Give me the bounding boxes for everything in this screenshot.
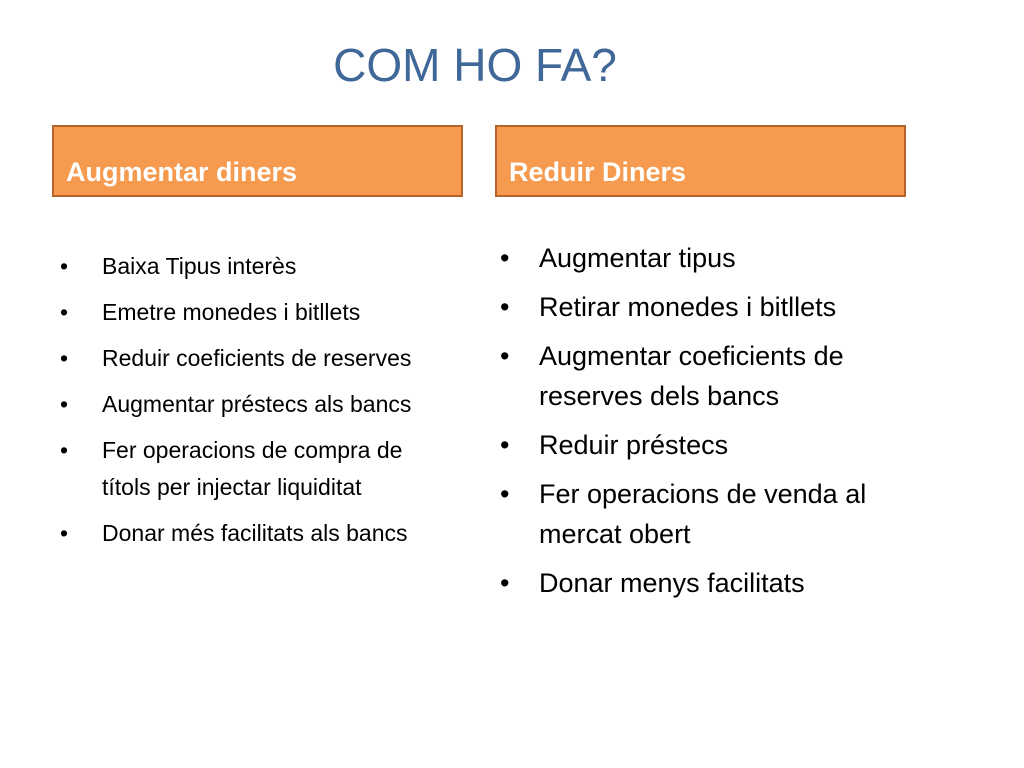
list-item [500, 474, 900, 554]
bullet-list-reduir [500, 238, 900, 612]
header-reduir-diners [495, 125, 906, 197]
list-item [60, 340, 440, 377]
list-item-text: Retirar monedes i bitllets [539, 292, 837, 322]
list-item [60, 432, 440, 506]
list-item-text: Augmentar coeficients de reserves dels bancs [539, 341, 844, 411]
bullet-icon: • [500, 243, 510, 273]
bullet-icon: • [500, 479, 510, 509]
list-item-text: Baixa Tipus interès [102, 253, 297, 279]
bullet-icon: • [500, 430, 510, 460]
bullet-icon: • [60, 391, 69, 417]
list-item [60, 386, 440, 423]
list-item [500, 425, 900, 465]
slide-title: COM HO FA? [333, 39, 617, 91]
bullet-icon: • [60, 520, 69, 546]
list-item [500, 287, 900, 327]
header-augmentar-diners-label: Augmentar diners [66, 156, 298, 187]
bullet-icon: • [500, 568, 510, 598]
list-item-text: Donar menys facilitats [539, 568, 805, 598]
bullet-icon: • [60, 253, 69, 279]
list-item-text: Reduir coeficients de reserves [102, 345, 412, 371]
header-augmentar-diners [52, 125, 463, 197]
list-item [60, 515, 440, 552]
list-item-text: Fer operacions de compra de títols per injectar liquiditat [102, 437, 403, 500]
list-item [500, 563, 900, 603]
list-item [500, 336, 900, 416]
list-item [60, 248, 440, 285]
bullet-list-augmentar [60, 248, 440, 561]
list-item-text: Emetre monedes i bitllets [102, 299, 361, 325]
bullet-icon: • [500, 292, 510, 322]
list-item-text: Donar més facilitats als bancs [102, 520, 408, 546]
list-item [500, 238, 900, 278]
list-item-text: Augmentar tipus [539, 243, 736, 273]
header-reduir-diners-label: Reduir Diners [509, 156, 687, 187]
list-item-text: Augmentar préstecs als bancs [102, 391, 412, 417]
bullet-icon: • [60, 299, 69, 325]
list-item-text: Fer operacions de venda al mercat obert [539, 479, 867, 549]
bullet-icon: • [60, 345, 69, 371]
list-item [60, 294, 440, 331]
list-item-text: Reduir préstecs [539, 430, 729, 460]
bullet-icon: • [500, 341, 510, 371]
bullet-icon: • [60, 437, 69, 463]
